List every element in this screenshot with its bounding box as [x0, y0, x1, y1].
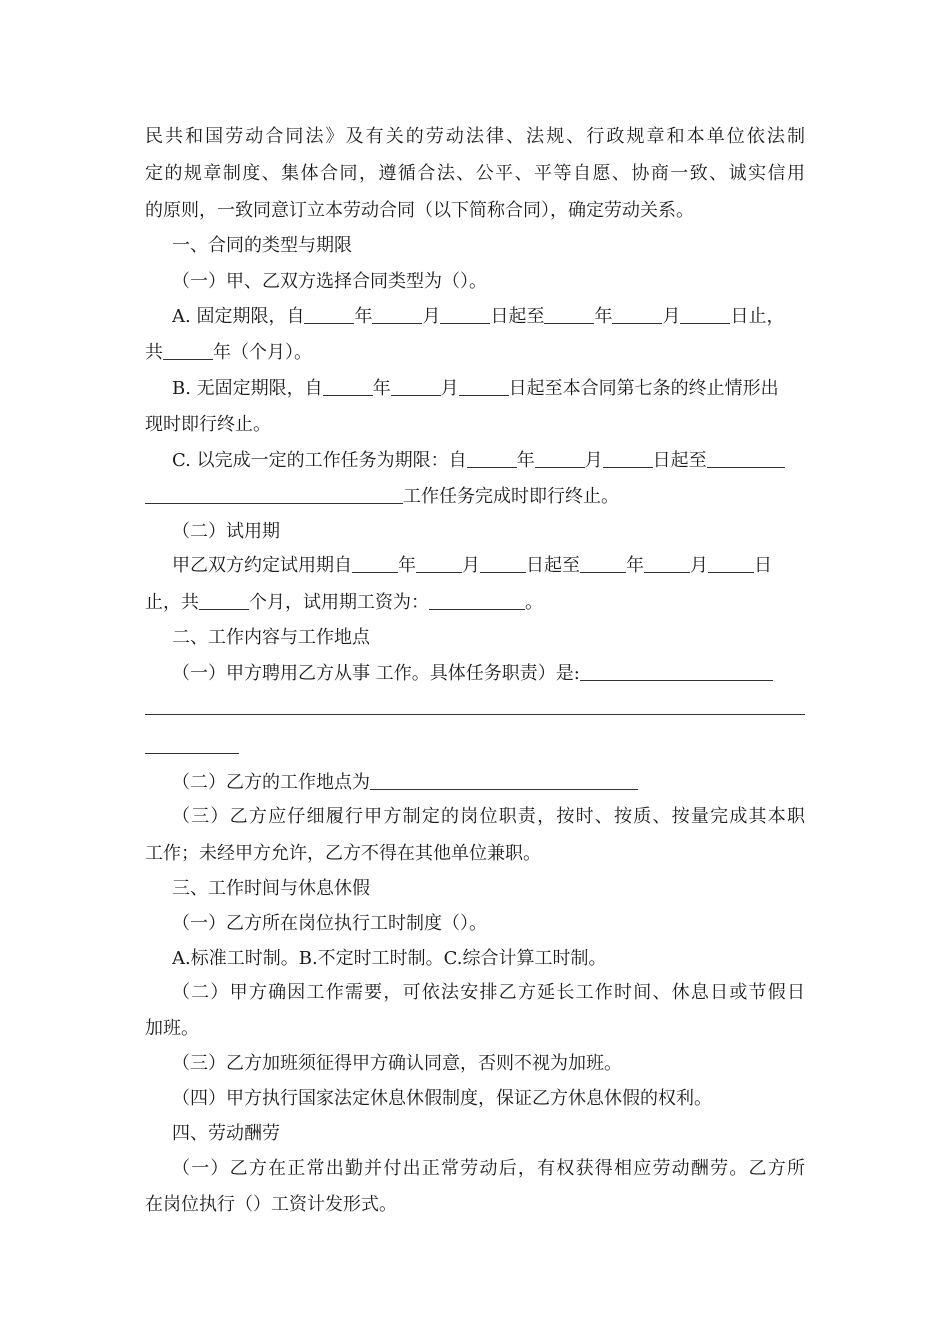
paragraph-line: 定的规章制度、集体合同，遵循合法、公平、平等自愿、协商一致、诚实信用 [145, 163, 805, 184]
clause-line: （一）甲、乙双方选择合同类型为（）。 [172, 271, 487, 292]
clause-line: A.标准工时制。B.不定时工时制。C.综合计算工时制。 [172, 948, 607, 969]
clause-line: （一）甲方聘用乙方从事 工作。具体任务职责）是: [172, 659, 805, 689]
clause-line: 现时即行终止。 [145, 414, 271, 435]
clause-line: 在岗位执行（）工资计发形式。 [145, 1194, 397, 1215]
clause-line: （四）甲方执行国家法定休息休假制度，保证乙方休息休假的权利。 [172, 1088, 712, 1109]
section-heading: 四、劳动酬劳 [172, 1123, 280, 1144]
clause-line: 甲乙双方约定试用期自 年 月 日起至 年 月 日 [172, 555, 772, 576]
clause-line: （一）乙方所在岗位执行工时制度（）。 [172, 913, 487, 934]
section-heading: 二、工作内容与工作地点 [172, 627, 370, 648]
clause-line: C. 以完成一定的工作任务为期限：自 年 月 日起至 [172, 446, 805, 476]
section-heading: 一、合同的类型与期限 [172, 235, 352, 256]
clause-line: 工作任务完成时即行终止。 [145, 482, 805, 512]
paragraph-line: 的原则，一致同意订立本劳动合同（以下简称合同），确定劳动关系。 [145, 200, 694, 221]
clause-line: A. 固定期限，自 年 月 日起至 年 月 日止， [172, 306, 785, 327]
clause-line: （二）试用期 [172, 521, 280, 542]
clause-line: 加班。 [145, 1018, 199, 1039]
clause-line: 止，共 个月，试用期工资为： 。 [145, 592, 543, 613]
clause-line: （二）乙方的工作地点为 [172, 768, 805, 798]
clause-line: （三）乙方加班须征得甲方确认同意，否则不视为加班。 [172, 1053, 622, 1074]
section-heading: 三、工作时间与休息休假 [172, 878, 370, 899]
clause-line: （一）乙方在正常出勤并付出正常劳动后，有权获得相应劳动酬劳。乙方所 [172, 1158, 805, 1179]
clause-line: 共 年（个月）。 [145, 342, 312, 363]
clause-line: B. 无固定期限，自 年 月 日起至本合同第七条的终止情形出 [172, 378, 779, 399]
clause-line: （三）乙方应仔细履行甲方制定的岗位职责，按时、按质、按量完成其本职 [172, 806, 805, 827]
paragraph-line: 民共和国劳动合同法》及有关的劳动法律、法规、行政规章和本单位依法制 [145, 126, 805, 147]
clause-line: 工作；未经甲方允许，乙方不得在其他单位兼职。 [145, 843, 541, 864]
clause-line: （二）甲方确因工作需要，可依法安排乙方延长工作时间、休息日或节假日 [172, 982, 805, 1003]
blank-line [145, 696, 805, 726]
blank-line [145, 732, 805, 762]
